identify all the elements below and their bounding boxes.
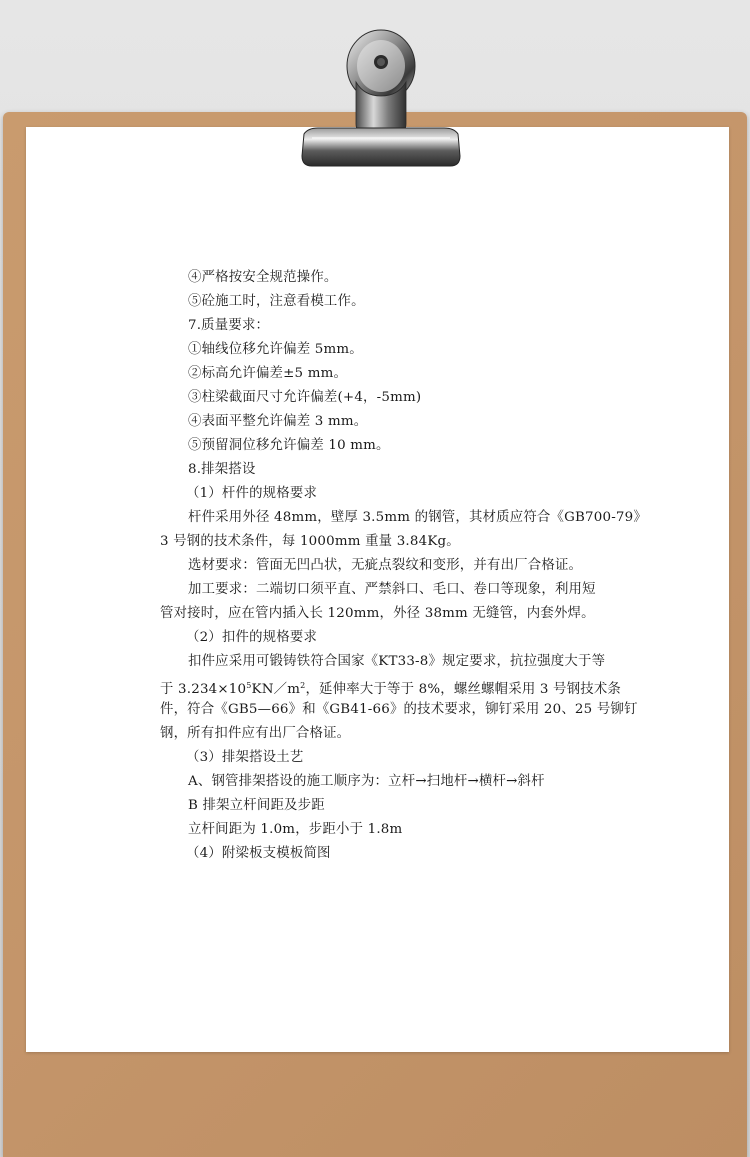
doc-line: 选材要求：管面无凹凸状，无疵点裂纹和变形，并有出厂合格证。 [188,558,583,573]
subheading-formwork-diagram: （4）附梁板支模板简图 [186,846,331,861]
doc-line: 件，符合《GB5—66》和《GB41-66》的技术要求，铆钉采用 20、25 号铆钉 [160,702,638,717]
section-heading-quality: 7.质量要求： [188,318,270,333]
doc-line: 钢，所有扣件应有出厂合格证。 [160,726,351,741]
doc-line: 加工要求：二端切口须平直、严禁斜口、毛口、卷口等现象，利用短 [188,582,596,597]
binder-clip [298,26,464,170]
subheading-scaffold-process: （3）排架搭设土艺 [186,750,304,765]
doc-text: KN／m [251,682,301,697]
doc-line: ②标高允许偏差±5 mm。 [188,366,348,381]
doc-line: B 排架立杆间距及步距 [188,798,325,813]
document-content [26,127,729,1052]
doc-line-with-superscript [160,677,621,699]
doc-line: ⑤砼施工时，注意看模工作。 [188,294,365,309]
doc-line: 立杆间距为 1.0m，步距小于 1.8m [188,822,403,837]
doc-line: ①轴线位移允许偏差 5mm。 [188,342,363,357]
subheading-rod-spec: （1）杆件的规格要求 [186,486,318,501]
binder-clip-graphic [298,26,464,170]
doc-line: ⑤预留洞位移允许偏差 10 mm。 [188,438,390,453]
paper-sheet [26,127,729,1052]
subheading-fastener-spec: （2）扣件的规格要求 [186,630,318,645]
doc-line: 扣件应采用可锻铸铁符合国家《KT33-8》规定要求，抗拉强度大于等 [188,654,606,669]
section-heading-scaffold: 8.排架搭设 [188,462,256,477]
superscript: 5 [246,681,252,690]
doc-line: A、钢管排架搭设的施工顺序为：立杆→扫地杆→横杆→斜杆 [188,774,545,789]
doc-text: 于 3.234×10 [160,682,247,697]
doc-line: 管对接时，应在管内插入长 120mm，外径 38mm 无缝管，内套外焊。 [160,606,595,621]
doc-line: 杆件采用外径 48mm，壁厚 3.5mm 的钢管，其材质应符合《GB700-79》 [188,510,647,525]
doc-line: ③柱梁截面尺寸允许偏差(+4，-5mm) [188,390,422,405]
doc-text: ，延伸率大于等于 8%，螺丝螺帽采用 3 号钢技术条 [305,682,621,697]
doc-line: 3 号钢的技术条件，每 1000mm 重量 3.84Kg。 [160,534,460,549]
doc-line: ④严格按安全规范操作。 [188,270,338,285]
doc-line: ④表面平整允许偏差 3 mm。 [188,414,368,429]
superscript: 2 [300,681,306,690]
